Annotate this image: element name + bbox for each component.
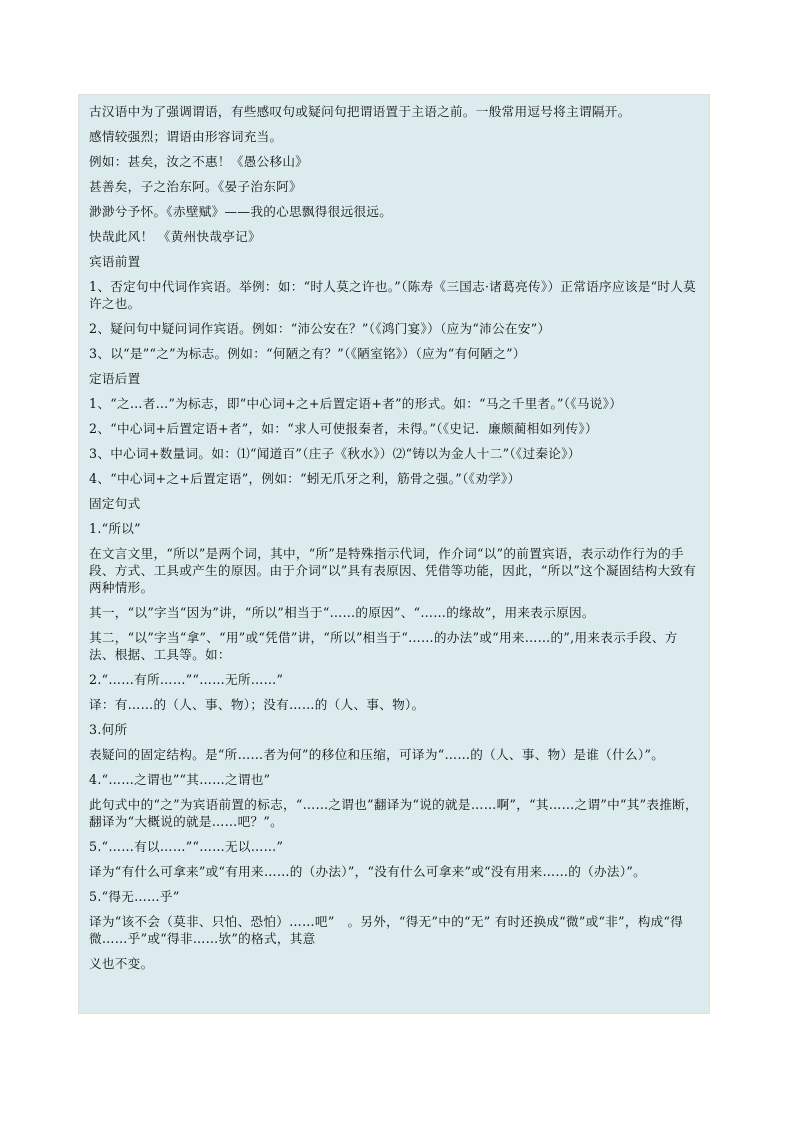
- paragraph: 5.“得无……乎”: [89, 889, 180, 904]
- paragraph: 其二，“以”字当“拿”、“用”或“凭借”讲，“所以”相当于“……的办法”或“用来……的”,用来表示手段、方法、根据、工具等。如：: [89, 630, 678, 662]
- paragraph: 其一，“以”字当“因为”讲，“所以”相当于“……的原因”、“……的缘故”，用来表示原因。: [89, 605, 595, 620]
- paragraph: 2、“中心词+后置定语+者”，如：“求人可使报秦者，未得。”（《史记．廉颇蔺相如列传》）: [89, 421, 598, 436]
- paragraph: 渺渺兮予怀。《赤壁赋》——我的心思飘得很远很远。: [89, 204, 393, 219]
- paragraph: 1.“所以”: [89, 521, 141, 536]
- paragraph: 3.何所: [89, 722, 128, 737]
- paragraph: 义也不变。: [89, 956, 154, 971]
- paragraph: 表疑问的固定结构。是“所……者为何”的移位和压缩，可译为“……的（人、事、物）是谁（什么）”。: [89, 747, 665, 762]
- paragraph: 甚善矣，子之治东阿。《晏子治东阿》: [89, 179, 302, 194]
- paragraph: 译：有……的（人、事、物）；没有……的（人、事、物）。: [89, 697, 425, 712]
- paragraph: 此句式中的“之”为宾语前置的标志，“……之谓也”翻译为“说的就是……啊”，“其……之谓”中“其”表推断，翻译为“大概说的就是……吧？”。: [89, 797, 698, 829]
- paragraph: 感情较强烈；谓语由形容词充当。: [89, 129, 283, 144]
- paragraph: 4、“中心词+之+后置定语”，例如：“蚓无爪牙之利，筋骨之强。”（《劝学》）: [89, 471, 521, 486]
- paragraph: 2.“……有所……”“……无所……”: [89, 672, 284, 687]
- paragraph: 快哉此风！ 《黄州快哉亭记》: [89, 229, 261, 244]
- paragraph: 3、中心词+数量词。如：⑴“闻道百”（庄子《秋水》）⑵“铸以为金人十二”（《过秦论》）: [89, 446, 581, 461]
- paragraph: 3、以“是”“之”为标志。例如：“何陋之有？”（《陋室铭》）（应为“有何陋之”）: [89, 346, 526, 361]
- paragraph: 译为“该不会（莫非、只怕、恐怕）……吧” 。另外，“得无”中的“无” 有时还换成“微”或“非”，构成“得微……乎”或“得非……欤”的格式，其意: [89, 914, 684, 946]
- paragraph: 例如：甚矣，汝之不惠！《愚公移山》: [89, 154, 309, 169]
- paragraph: 在文言文里，“所以”是两个词，其中，“所”是特殊指示代词，作介词“以”的前置宾语，表示动作行为的手段、方式、工具或产生的原因。由于介词“以”具有表原因、凭借等功能，因此，“所以”这个凝固结构大致有两种情形。: [89, 546, 697, 595]
- paragraph: 宾语前置: [89, 254, 141, 269]
- paragraph: 古汉语中为了强调谓语，有些感叹句或疑问句把谓语置于主语之前。一般常用逗号将主谓隔开。: [89, 104, 631, 119]
- paragraph: 固定句式: [89, 496, 141, 511]
- paragraph: 1、否定句中代词作宾语。举例：如：“时人莫之许也。”（陈寿《三国志·诸葛亮传》）正常语序应该是“时人莫许之也。: [89, 279, 697, 311]
- paragraph: 1、“之…者…”为标志，即“中心词+之+后置定语+者”的形式。如：“马之千里者。”（《马说》）: [89, 396, 623, 411]
- paragraph: 5.“……有以……”“……无以……”: [89, 839, 284, 854]
- paragraph: 4.“……之谓也”“其……之谓也”: [89, 772, 271, 787]
- paragraph: 2、疑问句中疑问词作宾语。例如：“沛公安在？”（《鸿门宴》）（应为“沛公在安”）: [89, 321, 551, 336]
- paragraph: 译为“有什么可拿来”或“有用来……的（办法）”，“没有什么可拿来”或“没有用来……的（办法）”。: [89, 864, 647, 879]
- document-page: [78, 94, 710, 1014]
- paragraph: 定语后置: [89, 371, 141, 386]
